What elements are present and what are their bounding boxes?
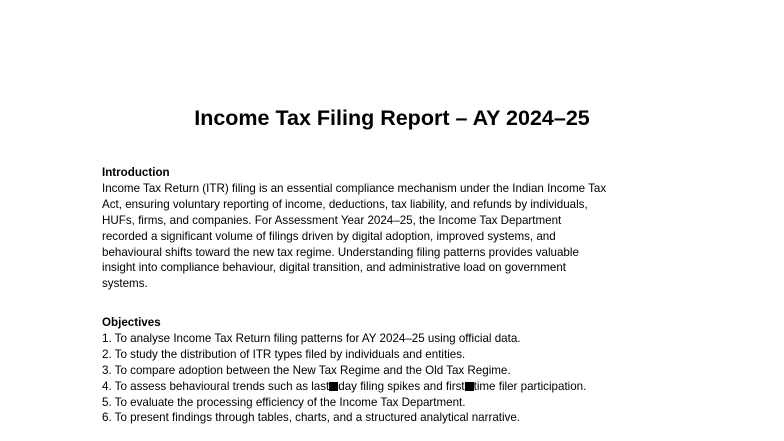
objective-item: 2. To study the distribution of ITR types filed by individuals and entities. [102,347,466,361]
report-title: Income Tax Filing Report – AY 2024–25 [194,106,590,130]
introduction-line: Act, ensuring voluntary reporting of income, deductions, tax liability, and refunds by individuals, [102,197,588,211]
objective-item: 5. To evaluate the processing efficiency of the Income Tax Department. [102,395,466,409]
introduction-heading: Introduction [102,166,170,179]
objective-item: 1. To analyse Income Tax Return filing patterns for AY 2024–25 using official data. [102,331,521,345]
missing-glyph-box-icon [465,382,474,391]
missing-glyph-box-icon [329,382,338,391]
objectives-heading: Objectives [102,316,161,329]
objective-item-4-part-3: time filer participation. [473,379,587,393]
objective-item: 3. To compare adoption between the New Tax Regime and the Old Tax Regime. [102,363,511,377]
introduction-line: Income Tax Return (ITR) filing is an essential compliance mechanism under the Indian Income Tax [102,181,607,195]
introduction-paragraph [102,181,702,292]
objective-item-4 [102,379,702,395]
objectives-section [102,315,702,426]
objective-item-4-part-2: day filing spikes and first [338,379,465,393]
introduction-line: recorded a significant volume of filings driven by digital adoption, improved systems, and [102,229,556,243]
objectives-list [102,331,702,426]
introduction-section [102,165,702,292]
introduction-line: systems. [102,277,148,291]
objective-item-4-part-1: 4. To assess behavioural trends such as last [102,379,330,393]
objective-item: 6. To present findings through tables, charts, and a structured analytical narrative. [102,411,521,425]
introduction-line: HUFs, firms, and companies. For Assessment Year 2024–25, the Income Tax Department [102,213,562,227]
introduction-line: behavioural shifts toward the new tax regime. Understanding filing patterns provides valuable [102,245,579,259]
introduction-line: insight into compliance behaviour, digital transition, and administrative load on government [102,261,567,275]
